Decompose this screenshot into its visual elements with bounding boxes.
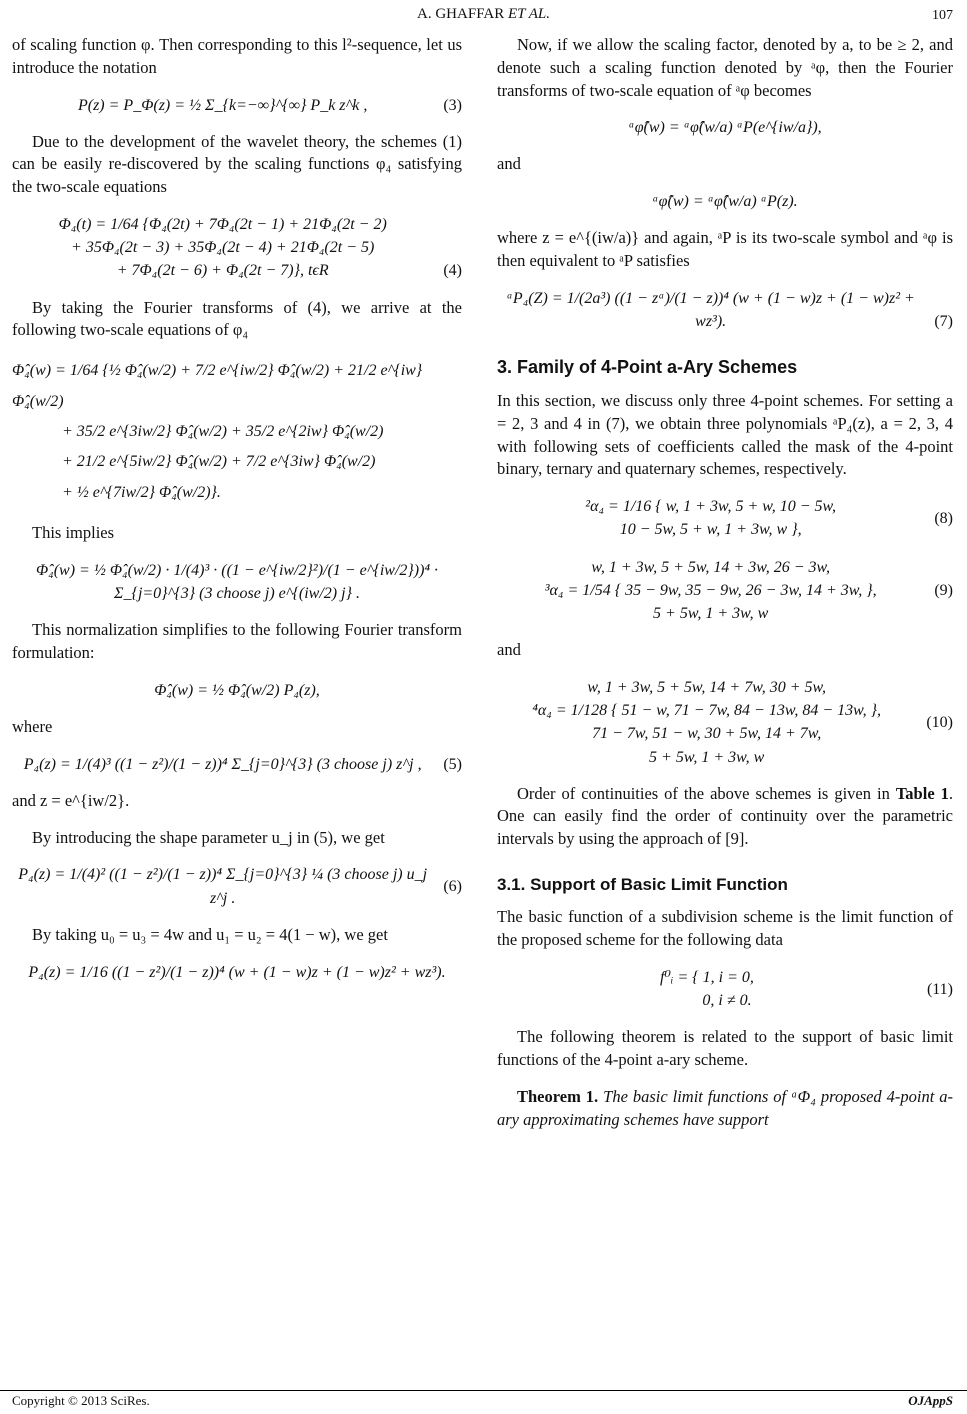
equation-11	[497, 966, 953, 1012]
equation-line: ⁴α₄ = 1/128 { 51 − w, 71 − 7w, 84 − 13w, 84 − 13w, },	[532, 702, 882, 720]
equation-line: + 21/2 e^{5iw/2} Φ̂₄(w/2) + 7/2 e^{3iw} Φ̂₄(w/2)	[62, 453, 376, 471]
equation-body	[12, 356, 462, 508]
paragraph: Now, if we allow the scaling factor, denoted by a, to be ≥ 2, and denote such a scaling function denoted by ᵃφ, then the Fourier transforms of two-scale equation of ᵃφ becomes	[497, 35, 953, 100]
equation-body	[497, 966, 917, 1012]
paragraph: where z = e^{(iw/a)} and again, ᵃP is its two-scale symbol and ᵃφ is then equivalent to ᵃP satisfies	[497, 228, 953, 271]
equation-a2	[497, 190, 953, 213]
equation-body	[497, 495, 924, 541]
running-header	[0, 4, 967, 25]
equation-10	[497, 676, 953, 769]
section-heading: 3. Family of 4-Point a-Ary Schemes	[497, 357, 798, 378]
equation-body	[497, 676, 916, 769]
equation-normalized	[12, 679, 462, 702]
paragraph: The basic function of a subdivision scheme is the limit function of the proposed scheme for the following data	[497, 907, 953, 950]
table-reference-link[interactable]: Table 1	[895, 783, 949, 803]
paragraph: and	[497, 640, 521, 660]
paragraph: of scaling function φ. Then corresponding to this l²-sequence, let us introduce the notation	[12, 35, 462, 77]
left-column	[12, 34, 462, 998]
equation-line: f⁰ᵢ = { 1, i = 0,	[660, 968, 754, 986]
equation-number: (3)	[443, 96, 462, 114]
equation-5	[12, 753, 462, 776]
equation-9	[497, 556, 953, 626]
equation-body: Φ̂₄(w) = ½ Φ̂₄(w/2) P₄(z),	[154, 681, 320, 699]
equation-number: (7)	[934, 313, 953, 331]
equation-p4	[12, 961, 462, 984]
text: Order of continuities of the above schemes is given in	[517, 783, 896, 803]
header-authors: A. GHAFFAR	[417, 6, 505, 22]
equation-number: (4)	[443, 262, 462, 280]
text: . One can easily find the order of continuity over the parametric intervals by using the approach of [9].	[497, 783, 954, 849]
equation-line: w, 1 + 3w, 5 + 5w, 14 + 7w, 30 + 5w,	[587, 678, 826, 696]
equation-line: 0, i ≠ 0.	[702, 992, 752, 1010]
equation-line: + 7Φ₄(2t − 6) + Φ₄(2t − 7)}, tϵR	[116, 262, 329, 280]
paragraph: and	[497, 154, 521, 174]
equation-body: P₄(z) = 1/(4)³ ((1 − z²)/(1 − z))⁴ Σ_{j=0}^{3} (3 choose j) z^j ,	[23, 755, 422, 773]
equation-fourier	[12, 356, 462, 508]
equation-4	[12, 213, 462, 283]
equation-8	[497, 495, 953, 541]
paragraph: This implies	[32, 523, 115, 543]
theorem-text: The basic limit functions of ᵃΦ₄ proposed 4-point a-ary approximating schemes have support	[497, 1086, 953, 1129]
equation-7	[497, 287, 953, 333]
equation-body: Φ̂₄(w) = ½ Φ̂₄(w/2) · 1/(4)³ · ((1 − e^{iw/2}²)/(1 − e^{iw/2}))⁴ · Σ_{j=0}^{3} (3 choose j) e^{(iw/2) j} .	[35, 561, 439, 603]
footer-journal: OJAppS	[908, 1393, 953, 1408]
equation-line: ²α₄ = 1/16 { w, 1 + 3w, 5 + w, 10 − 5w,	[585, 498, 837, 516]
equation-line: + 35Φ₄(2t − 3) + 35Φ₄(2t − 4) + 21Φ₄(2t − 5)	[71, 239, 375, 257]
equation-a1	[497, 116, 953, 139]
paragraph: By taking u₀ = u₃ = 4w and u₁ = u₂ = 4(1 − w), we get	[32, 924, 388, 944]
paragraph: By taking the Fourier transforms of (4), we arrive at the following two-scale equations of φ₄	[12, 297, 462, 340]
equation-number: (9)	[934, 581, 953, 599]
equation-body	[12, 213, 433, 283]
equation-line: Φ̂₄(w) = 1/64 {½ Φ̂₄(w/2) + 7/2 e^{iw/2} Φ̂₄(w/2) + 21/2 e^{iw} Φ̂₄(w/2)	[12, 362, 423, 410]
paragraph: Due to the development of the wavelet theory, the schemes (1) can be easily re-discovered by the scaling functions φ₄ satisfying the two-scale equations	[12, 131, 462, 197]
equation-line: + ½ e^{7iw/2} Φ̂₄(w/2)}.	[62, 483, 221, 501]
equation-number: (10)	[926, 713, 953, 731]
equation-number: (6)	[443, 878, 462, 895]
theorem-label: Theorem 1.	[517, 1086, 599, 1106]
equation-line: 5 + 5w, 1 + 3w, w	[649, 748, 765, 766]
equation-line: Φ₄(t) = 1/64 {Φ₄(2t) + 7Φ₄(2t − 1) + 21Φ₄(2t − 2)	[58, 216, 387, 234]
page-number: 107	[932, 8, 953, 23]
paragraph: and z = e^{iw/2}.	[12, 790, 130, 810]
paragraph	[497, 783, 953, 851]
equation-body: P₄(z) = 1/16 ((1 − z²)/(1 − z))⁴ (w + (1 − w)z + (1 − w)z² + wz³).	[28, 963, 446, 981]
equation-number: (8)	[934, 509, 953, 527]
subsection-heading: 3.1. Support of Basic Limit Function	[497, 874, 788, 894]
equation-line: 5 + 5w, 1 + 3w, w	[653, 604, 769, 622]
equation-implies	[12, 559, 462, 605]
equation-body: P(z) = P_Φ(z) = ½ Σ_{k=−∞}^{∞} P_k z^k ,	[77, 96, 368, 114]
footer-copyright: Copyright © 2013 SciRes.	[12, 1393, 150, 1408]
equation-body: ᵃφ̂(w) = ᵃφ̂(w/a) ᵃP(e^{iw/a}),	[628, 119, 822, 137]
equation-6	[12, 863, 462, 909]
equation-number: (5)	[443, 755, 462, 773]
paragraph: By introducing the shape parameter u_j in (5), we get	[32, 827, 385, 847]
paragraph: This normalization simplifies to the following Fourier transform formulation:	[12, 620, 462, 662]
footer-rule	[0, 1390, 967, 1391]
equation-body	[497, 556, 924, 626]
paragraph: In this section, we discuss only three 4-point schemes. For setting a = 2, 3 and 4 in (7), we obtain three polynomials ᵃP₄(z), a = 2, 3, 4 with following sets of coefficients called the mask of the 4-point binary, ternary and quaternary schemes, respectively.	[497, 391, 953, 479]
theorem	[497, 1086, 953, 1132]
equation-body: ᵃP₄(Z) = 1/(2a³) ((1 − zᵃ)/(1 − z))⁴ (w + (1 − w)z + (1 − w)z² + wz³).	[506, 289, 915, 331]
equation-number: (11)	[926, 980, 953, 998]
header-et-al: ET AL.	[508, 6, 550, 22]
equation-body: ᵃφ̂(w) = ᵃφ̂(w/a) ᵃP(z).	[652, 193, 798, 211]
equation-3	[12, 94, 462, 117]
equation-body: P₄(z) = 1/(4)² ((1 − z²)/(1 − z))⁴ Σ_{j=0}^{3} ¼ (3 choose j) u_j z^j .	[18, 866, 428, 907]
paragraph: where	[12, 716, 53, 736]
equation-line: 10 − 5w, 5 + w, 1 + 3w, w },	[619, 521, 802, 539]
equation-line: + 35/2 e^{3iw/2} Φ̂₄(w/2) + 35/2 e^{2iw} Φ̂₄(w/2)	[62, 422, 384, 440]
equation-line: w, 1 + 3w, 5 + 5w, 14 + 3w, 26 − 3w,	[591, 558, 830, 576]
paragraph: The following theorem is related to the support of basic limit functions of the 4-point a-ary scheme.	[497, 1027, 953, 1070]
equation-line: 71 − 7w, 51 − w, 30 + 5w, 14 + 7w,	[592, 725, 822, 743]
equation-line: ³α₄ = 1/54 { 35 − 9w, 35 − 9w, 26 − 3w, 14 + 3w, },	[544, 581, 877, 599]
right-column	[497, 34, 953, 1131]
